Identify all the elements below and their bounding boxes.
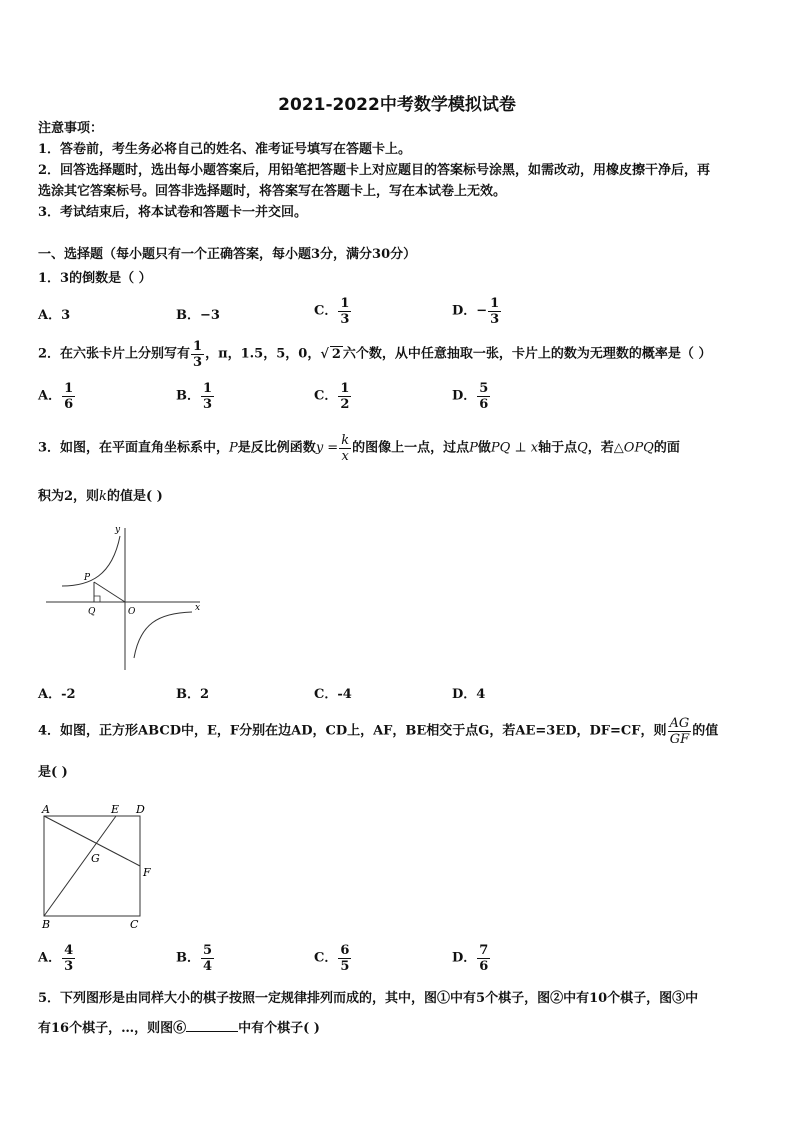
page-title: 2021-2022中考数学模拟试卷	[278, 95, 516, 115]
vertex-c-label: C	[130, 918, 139, 931]
q2-option-b: B． $\frac{1}{3}$	[176, 381, 213, 412]
y-axis-label: y	[115, 525, 121, 535]
q4-option-b: B． $\frac{5}{4}$	[176, 943, 213, 974]
square-figure	[38, 802, 158, 934]
q2-option-c: C． $\frac{1}{2}$	[314, 381, 350, 412]
answer-blank	[186, 1019, 238, 1032]
section-heading: 一、选择题（每小题只有一个正确答案，每小题3分，满分30分）	[38, 247, 417, 262]
q4-option-d: D． $\frac{7}{6}$	[452, 943, 489, 974]
vertex-e-label: E	[111, 803, 120, 816]
vertex-f-label: F	[143, 866, 151, 879]
x-axis-label: x	[195, 603, 201, 613]
point-p-label: P	[84, 573, 91, 583]
q4-option-a: A． $\frac{4}{3}$	[38, 943, 74, 974]
vertex-a-label: A	[42, 803, 50, 816]
point-q-label: Q	[88, 607, 96, 617]
notice-item-2: 2．回答选择题时，选出每小题答案后，用铅笔把答题卡上对应题目的答案标号涂黑，如需改动，用橡皮擦干净后，再	[38, 163, 711, 178]
q3-option-b: B．2	[176, 687, 210, 702]
q2-option-d: D． $\frac{5}{6}$	[452, 381, 489, 412]
q1-option-d: D．− $\frac{1}{3}$	[452, 296, 500, 327]
q1-stem: 1．3的倒数是（ ）	[38, 271, 152, 286]
vertex-d-label: D	[136, 803, 145, 816]
q2-stem: 2．在六张卡片上分别写有 $\frac{1}{3}$ ，π，1.5，5，0，√ 2 六个数，从中任意抽取一张，卡片上的数为无理数的概率是（ ）	[38, 339, 712, 370]
q3-option-a: A．-2	[38, 687, 76, 702]
q3-option-d: D．4	[452, 687, 486, 702]
q3-stem: 3．如图，在平面直角坐标系中，P是反比例函数y = $\frac{k}{x}$ 的图像上一点，过点P做PQ ⊥ x轴于点Q，若△OPQ的面	[38, 433, 680, 464]
vertex-b-label: B	[42, 918, 51, 931]
q1-option-a: A．3	[38, 308, 71, 323]
q5-stem: 5．下列图形是由同样大小的棋子按照一定规律排列而成的，其中，图①中有5个棋子，图②中有10个棋子，图③中	[38, 991, 699, 1006]
sqrt-value: 2	[331, 347, 341, 362]
vertex-g-label: G	[91, 852, 100, 865]
fraction: $\frac{1}{3}$	[340, 296, 350, 327]
q3-stem-line2: 积为2，则k的值是( )	[38, 489, 163, 504]
q2-option-a: A． $\frac{1}{6}$	[38, 381, 74, 412]
hyperbola-graph	[40, 518, 210, 676]
q1-option-b: B．−3	[176, 308, 220, 323]
q4-stem: 4．如图，正方形ABCD中，E，F分别在边AD，CD上，AF，BE相交于点G，若AE=3ED，DF=CF，则 $\frac{AG}{GF}$ 的值	[38, 716, 719, 747]
notice-item-3: 3．考试结束后，将本试卷和答题卡一并交回。	[38, 205, 308, 220]
q3-option-c: C．-4	[314, 687, 352, 702]
fraction: $\frac{1}{3}$	[193, 339, 203, 370]
q4-option-c: C． $\frac{6}{5}$	[314, 943, 350, 974]
notice-item-2-cont: 选涂其它答案标号。回答非选择题时，将答案写在答题卡上，写在本试卷上无效。	[38, 184, 507, 199]
notice-item-1: 1．答卷前，考生务必将自己的姓名、准考证号填写在答题卡上。	[38, 142, 412, 157]
notice-heading: 注意事项：	[38, 121, 104, 136]
q5-stem-line2: 有16个棋子，…，则图⑥ 中有个棋子( )	[38, 1021, 320, 1036]
q4-stem-line2: 是( )	[38, 765, 68, 780]
fraction: $\frac{1}{3}$	[490, 296, 500, 327]
origin-label: O	[128, 607, 136, 617]
q1-option-c: C． $\frac{1}{3}$	[314, 296, 350, 327]
